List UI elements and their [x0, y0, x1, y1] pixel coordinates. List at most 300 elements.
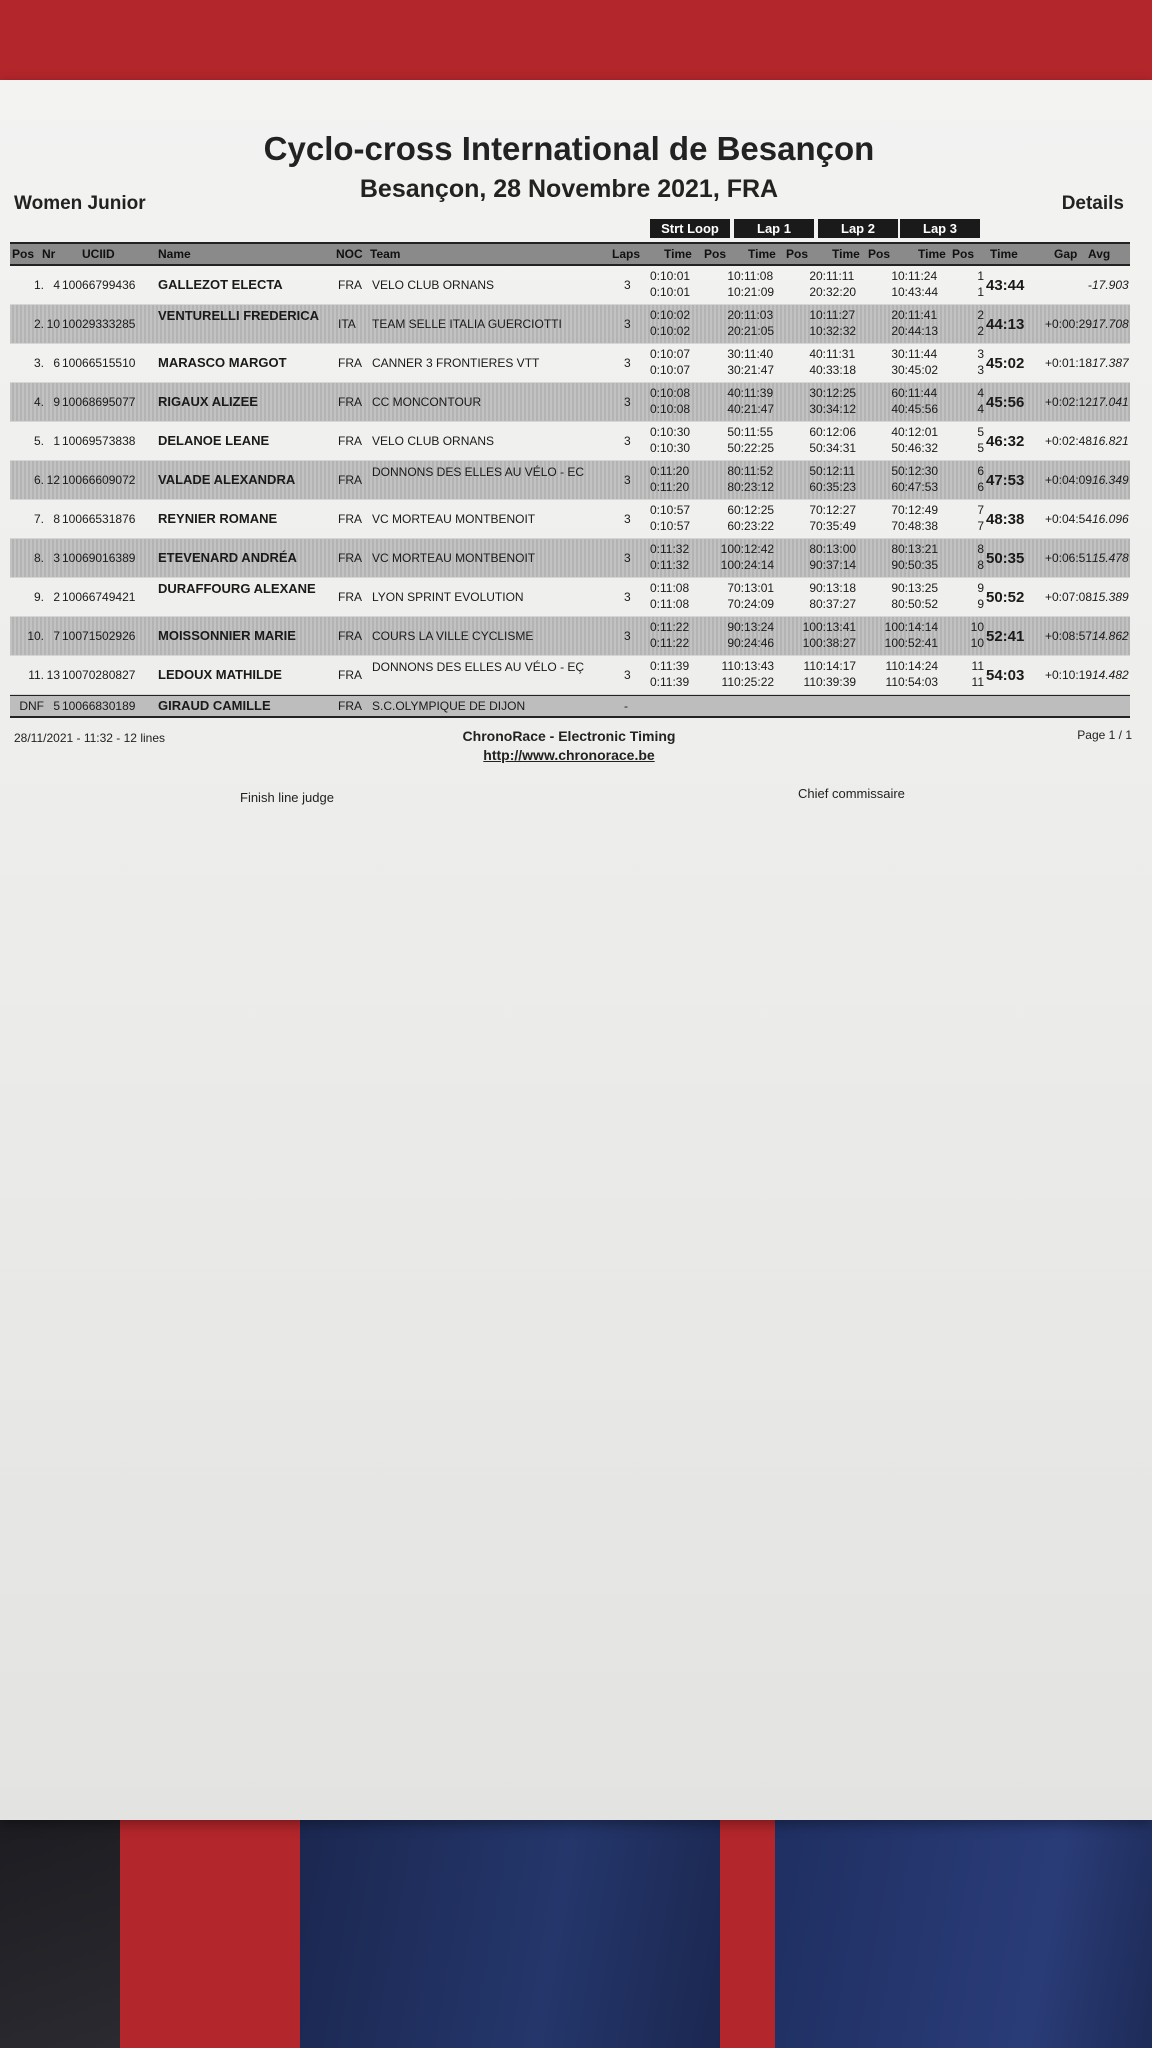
start-loop-time: 0:10:07	[650, 347, 691, 361]
lap3-cumulative: 0:50:35	[898, 558, 939, 572]
time-gap: +0:06:51	[1044, 551, 1092, 565]
start-loop-time: 0:11:20	[650, 464, 690, 478]
start-loop-cum-pos: 10	[720, 558, 734, 572]
average-speed: 14.482	[1092, 668, 1129, 682]
lap1-cum-pos: 8	[809, 597, 816, 611]
start-loop-pos: 1	[727, 269, 734, 283]
time-gap: +0:10:19	[1044, 668, 1092, 682]
col-l1-pos: Pos	[786, 247, 809, 261]
col-ucid: UCIID	[82, 247, 115, 261]
rank: 9.	[33, 590, 44, 604]
lap3-cumulative: 0:43:44	[898, 285, 939, 299]
team-name: CC MONCONTOUR	[372, 395, 482, 409]
page-title: Cyclo-cross International de Besançon	[263, 130, 875, 167]
rank: 4.	[33, 395, 44, 409]
result-row	[10, 305, 1130, 344]
lap1-cumulative: 0:22:25	[734, 441, 775, 455]
lap2-time: 0:14:17	[816, 659, 857, 673]
lap3-pos: 2	[977, 308, 984, 322]
col-total-time: Time	[990, 247, 1018, 261]
lap3-pos: 1	[977, 269, 984, 283]
lap2-time: 0:12:25	[816, 386, 857, 400]
average-speed: 16.349	[1092, 473, 1129, 487]
start-loop-cumulative: 0:10:02	[650, 324, 691, 338]
lap1-cumulative: 0:21:09	[734, 285, 775, 299]
finish-time: 54:03	[986, 667, 1025, 684]
uci-id: 10068695077	[62, 395, 136, 409]
lap-count: 3	[624, 434, 631, 448]
time-gap: +0:08:57	[1044, 629, 1092, 643]
lap2-pos: 2	[891, 308, 898, 322]
lap3-cumulative: 0:54:03	[898, 675, 939, 689]
lap1-pos: 8	[809, 542, 816, 556]
lap3-cum-pos: 2	[977, 324, 984, 338]
lap3-pos: 10	[970, 620, 984, 634]
lap1-cum-pos: 10	[802, 636, 816, 650]
team-name: DONNONS DES ELLES AU VÉLO - EC	[372, 465, 585, 479]
finish-time: 47:53	[986, 472, 1025, 489]
lap3-pos: 3	[977, 347, 984, 361]
rider-name: MOISSONNIER MARIE	[158, 628, 296, 643]
lap2-pos: 8	[891, 542, 898, 556]
column-header-row	[10, 242, 1130, 266]
lap1-pos: 7	[809, 503, 816, 517]
result-row	[10, 656, 1130, 695]
start-loop-cumulative: 0:10:08	[650, 402, 691, 416]
time-gap: +0:02:48	[1044, 434, 1092, 448]
lap2-cum-pos: 11	[885, 675, 898, 689]
lap2-cumulative: 0:32:20	[816, 285, 857, 299]
time-gap: +0:01:18	[1044, 356, 1092, 370]
start-loop-cumulative: 0:11:32	[650, 558, 690, 572]
lap2-cumulative: 0:34:31	[816, 441, 857, 455]
lap2-pos: 9	[891, 581, 898, 595]
uci-id: 10066830189	[62, 699, 136, 713]
lap1-time: 0:13:24	[734, 620, 775, 634]
lap2-time: 0:11:11	[816, 269, 855, 283]
lap2-time: 0:12:06	[816, 425, 857, 439]
lap3-cum-pos: 6	[977, 480, 984, 494]
nation: FRA	[338, 590, 362, 604]
start-loop-cum-pos: 4	[727, 402, 734, 416]
bib-number: 5	[53, 699, 60, 713]
start-loop-time: 0:11:32	[650, 542, 690, 556]
lap1-cum-pos: 11	[803, 675, 816, 689]
lap3-time: 0:11:41	[898, 308, 938, 322]
lap1-cumulative: 0:21:05	[734, 324, 775, 338]
lap1-pos: 11	[803, 659, 816, 673]
finish-time: 43:44	[986, 277, 1025, 294]
uci-id: 10029333285	[62, 317, 136, 331]
col-l2-pos: Pos	[868, 247, 891, 261]
lap3-pos: 11	[971, 659, 984, 673]
result-row	[10, 461, 1130, 500]
lap2-time: 0:12:27	[816, 503, 857, 517]
rank: 6.	[33, 473, 44, 487]
lap2-cumulative: 0:35:49	[816, 519, 857, 533]
lap2-time: 0:11:31	[816, 347, 856, 361]
start-loop-pos: 5	[727, 425, 734, 439]
results-sheet	[0, 80, 1152, 1820]
lap2-pos: 10	[884, 620, 898, 634]
lap1-cumulative: 0:24:09	[734, 597, 775, 611]
bib-number: 2	[53, 590, 60, 604]
start-loop-time: 0:11:39	[650, 659, 690, 673]
time-gap: +0:04:09	[1044, 473, 1092, 487]
lap1-cumulative: 0:21:47	[734, 402, 775, 416]
lap3-cum-pos: 1	[977, 285, 984, 299]
lap3-cumulative: 0:46:32	[898, 441, 939, 455]
details-label: Details	[1061, 193, 1124, 214]
lap1-cum-pos: 9	[809, 558, 816, 572]
start-loop-cumulative: 0:10:30	[650, 441, 691, 455]
lap3-cumulative: 0:45:56	[898, 402, 939, 416]
lap2-time: 0:13:18	[816, 581, 857, 595]
lap-count: 3	[624, 278, 631, 292]
uci-id: 10066609072	[62, 473, 136, 487]
start-loop-pos: 8	[727, 464, 734, 478]
lap1-cum-pos: 7	[809, 519, 816, 533]
lap1-pos: 9	[809, 581, 816, 595]
nation: FRA	[338, 551, 362, 565]
lap1-time: 0:13:01	[734, 581, 775, 595]
team-name: DONNONS DES ELLES AU VÉLO - EÇ	[372, 660, 585, 674]
uci-id: 10070280827	[62, 668, 136, 682]
bib-number: 12	[46, 473, 60, 487]
nation: FRA	[338, 395, 362, 409]
page-subtitle: Besançon, 28 Novembre 2021, FRA	[359, 175, 779, 203]
start-loop-time: 0:11:08	[650, 581, 690, 595]
col-pos: Pos	[12, 247, 35, 261]
col-gap: Gap	[1054, 247, 1078, 261]
lap2-cumulative: 0:39:39	[816, 675, 857, 689]
start-loop-pos: 11	[721, 659, 734, 673]
lap3-cumulative: 0:47:53	[898, 480, 939, 494]
result-row	[10, 344, 1130, 383]
lap2-cumulative: 0:37:14	[816, 558, 857, 572]
lap-count: 3	[624, 356, 631, 370]
lap1-pos: 5	[809, 464, 816, 478]
bib-number: 3	[53, 551, 60, 565]
lap3-cumulative: 0:45:02	[898, 363, 939, 377]
lap2-cum-pos: 6	[891, 480, 898, 494]
rank: 7.	[33, 512, 44, 526]
floor-shadow	[0, 1780, 120, 2048]
average-speed: 17.708	[1092, 317, 1129, 331]
rank: 1.	[33, 278, 44, 292]
lap1-time: 0:12:25	[734, 503, 775, 517]
lap2-cum-pos: 7	[891, 519, 898, 533]
rank: 2.	[33, 317, 44, 331]
start-loop-pos: 2	[727, 308, 734, 322]
lap-count: 3	[624, 590, 631, 604]
uci-id: 10066749421	[62, 590, 136, 604]
start-loop-time: 0:10:02	[650, 308, 691, 322]
lap3-cumulative: 0:52:41	[898, 636, 939, 650]
team-name: VC MORTEAU MONTBENOIT	[372, 551, 536, 565]
lap2-time: 0:13:00	[816, 542, 857, 556]
page-number: Page 1 / 1	[1077, 728, 1132, 742]
lap3-time: 0:13:21	[898, 542, 939, 556]
lap2-cumulative: 0:37:27	[816, 597, 857, 611]
lap1-pos: 3	[809, 386, 816, 400]
lap2-cum-pos: 3	[891, 363, 898, 377]
start-loop-cum-pos: 11	[721, 675, 734, 689]
result-row	[10, 578, 1130, 617]
result-row	[10, 266, 1130, 305]
nation: FRA	[338, 434, 362, 448]
race-category: Women Junior	[14, 193, 146, 214]
start-loop-time: 0:10:30	[650, 425, 691, 439]
lap-header-1: Lap 1	[734, 219, 814, 238]
lap3-time: 0:12:30	[898, 464, 939, 478]
lap2-cum-pos: 5	[891, 441, 898, 455]
lap1-time: 0:11:52	[734, 464, 774, 478]
bib-number: 4	[53, 278, 60, 292]
dnf-row	[10, 695, 1130, 718]
col-st-time: Time	[664, 247, 692, 261]
lap3-pos: 6	[977, 464, 984, 478]
lap2-cum-pos: 8	[891, 597, 898, 611]
result-row	[10, 383, 1130, 422]
result-row	[10, 539, 1130, 578]
rider-name: LEDOUX MATHILDE	[158, 667, 282, 682]
lap3-pos: 4	[977, 386, 984, 400]
start-loop-cumulative: 0:11:08	[650, 597, 690, 611]
start-loop-pos: 4	[727, 386, 734, 400]
start-loop-time: 0:10:08	[650, 386, 691, 400]
lap1-time: 0:11:40	[734, 347, 774, 361]
time-gap: -	[1088, 278, 1092, 292]
start-loop-cumulative: 0:10:01	[650, 285, 691, 299]
lap3-cumulative: 0:48:38	[898, 519, 939, 533]
team-name: VELO CLUB ORNANS	[372, 278, 495, 292]
col-name: Name	[158, 247, 191, 261]
lap3-cum-pos: 10	[970, 636, 984, 650]
lap2-cumulative: 0:38:27	[816, 636, 857, 650]
uci-id: 10071502926	[62, 629, 136, 643]
bib-number: 7	[53, 629, 60, 643]
col-team: Team	[370, 247, 401, 261]
team-name: VC MORTEAU MONTBENOIT	[372, 512, 536, 526]
uci-id: 10066531876	[62, 512, 136, 526]
finish-time: 46:32	[986, 433, 1025, 450]
average-speed: 17.903	[1092, 278, 1129, 292]
lap1-cumulative: 0:23:22	[734, 519, 775, 533]
finish-time: 45:02	[986, 355, 1025, 372]
lap2-pos: 5	[891, 464, 898, 478]
right-leg	[775, 1800, 1152, 2048]
lap3-cumulative: 0:44:13	[898, 324, 939, 338]
provider-link[interactable]: http://www.chronorace.be	[483, 747, 655, 763]
start-loop-time: 0:10:01	[650, 269, 691, 283]
lap1-cum-pos: 6	[809, 480, 816, 494]
bib-number: 1	[53, 434, 60, 448]
lap3-cum-pos: 5	[977, 441, 984, 455]
lap-count: 3	[624, 473, 631, 487]
team-name: TEAM SELLE ITALIA GUERCIOTTI	[372, 317, 562, 331]
team-name: VELO CLUB ORNANS	[372, 434, 495, 448]
average-speed: 16.096	[1092, 512, 1129, 526]
lap2-time: 0:13:41	[816, 620, 857, 634]
nation: FRA	[338, 699, 362, 713]
lap1-cum-pos: 3	[809, 402, 816, 416]
finish-time: 48:38	[986, 511, 1025, 528]
average-speed: 15.478	[1092, 551, 1129, 565]
rider-name: VENTURELLI FREDERICA	[158, 308, 320, 323]
average-speed: 16.821	[1092, 434, 1129, 448]
average-speed: 17.041	[1092, 395, 1129, 409]
start-loop-cumulative: 0:10:57	[650, 519, 691, 533]
lap1-time: 0:11:03	[734, 308, 774, 322]
start-loop-cum-pos: 3	[727, 363, 734, 377]
lap3-cum-pos: 7	[977, 519, 984, 533]
lap3-cum-pos: 3	[977, 363, 984, 377]
start-loop-pos: 3	[727, 347, 734, 361]
lap-header-2: Lap 2	[818, 219, 898, 238]
lap1-time: 0:11:08	[734, 269, 774, 283]
bib-number: 8	[53, 512, 60, 526]
results-table	[10, 266, 1130, 718]
lap-count: 3	[624, 629, 631, 643]
lap1-cumulative: 0:24:46	[734, 636, 775, 650]
lap2-cum-pos: 2	[891, 324, 898, 338]
result-row	[10, 500, 1130, 539]
lap3-pos: 5	[977, 425, 984, 439]
lap-count: 3	[624, 395, 631, 409]
lap3-time: 0:13:25	[898, 581, 939, 595]
lap2-cumulative: 0:35:23	[816, 480, 857, 494]
finish-time: 44:13	[986, 316, 1025, 333]
start-loop-time: 0:10:57	[650, 503, 691, 517]
lap1-cumulative: 0:25:22	[734, 675, 775, 689]
lap1-pos: 10	[802, 620, 816, 634]
nation: FRA	[338, 278, 362, 292]
nation: FRA	[338, 629, 362, 643]
nation: FRA	[338, 356, 362, 370]
col-avg: Avg	[1088, 247, 1111, 261]
rider-name: RIGAUX ALIZEE	[158, 394, 258, 409]
lap2-pos: 7	[891, 503, 898, 517]
lap3-cum-pos: 8	[977, 558, 984, 572]
lap3-time: 0:11:24	[898, 269, 938, 283]
lap3-cum-pos: 9	[977, 597, 984, 611]
rider-name: MARASCO MARGOT	[158, 355, 287, 370]
nation: FRA	[338, 512, 362, 526]
lap1-cum-pos: 2	[809, 285, 816, 299]
start-loop-cum-pos: 2	[727, 324, 734, 338]
start-loop-pos: 6	[727, 503, 734, 517]
finish-time: 50:35	[986, 550, 1025, 567]
time-gap: +0:00:29	[1044, 317, 1092, 331]
lap3-time: 0:12:01	[898, 425, 939, 439]
start-loop-pos: 7	[727, 581, 734, 595]
lap3-time: 0:14:24	[898, 659, 939, 673]
bib-number: 6	[53, 356, 60, 370]
uci-id: 10066515510	[62, 356, 136, 370]
lap1-time: 0:12:42	[734, 542, 775, 556]
lap-count: 3	[624, 551, 631, 565]
team-name: LYON SPRINT EVOLUTION	[372, 590, 524, 604]
lap2-pos: 4	[891, 425, 898, 439]
start-loop-cumulative: 0:10:07	[650, 363, 691, 377]
lap2-cum-pos: 1	[891, 285, 898, 299]
lap3-time: 0:14:14	[898, 620, 939, 634]
lap-count: 3	[624, 512, 631, 526]
uci-id: 10066799436	[62, 278, 136, 292]
lap2-cumulative: 0:33:18	[816, 363, 857, 377]
rider-name: VALADE ALEXANDRA	[158, 472, 296, 487]
lap1-pos: 1	[809, 308, 816, 322]
lap3-cum-pos: 4	[977, 402, 984, 416]
col-l2-time: Time	[832, 247, 860, 261]
lap1-cum-pos: 1	[809, 324, 816, 338]
left-leg	[300, 1800, 720, 2048]
bib-number: 13	[46, 668, 60, 682]
time-gap: +0:04:54	[1044, 512, 1092, 526]
rider-name: ETEVENARD ANDRÉA	[158, 550, 297, 565]
result-row	[10, 422, 1130, 461]
rank: 8.	[33, 551, 44, 565]
time-gap: +0:07:08	[1044, 590, 1092, 604]
uci-id: 10069573838	[62, 434, 136, 448]
team-name: CANNER 3 FRONTIERES VTT	[372, 356, 540, 370]
start-loop-cum-pos: 9	[727, 636, 734, 650]
lap2-time: 0:12:11	[816, 464, 856, 478]
lap3-time: 0:12:49	[898, 503, 939, 517]
signature-chief-commissaire: Chief commissaire	[798, 786, 905, 801]
col-noc: NOC	[336, 247, 363, 261]
time-gap: +0:02:12	[1044, 395, 1092, 409]
lap3-cum-pos: 11	[971, 675, 984, 689]
signature-finish-judge: Finish line judge	[240, 790, 334, 805]
lap-count: 3	[624, 668, 631, 682]
lap1-cumulative: 0:23:12	[734, 480, 775, 494]
rider-name: GIRAUD CAMILLE	[158, 698, 271, 713]
result-row	[10, 617, 1130, 656]
average-speed: 17.387	[1092, 356, 1129, 370]
col-st-pos: Pos	[704, 247, 727, 261]
rank: 11.	[28, 668, 44, 682]
finish-time: 52:41	[986, 628, 1025, 645]
lap1-cumulative: 0:21:47	[734, 363, 775, 377]
lap2-pos: 3	[891, 347, 898, 361]
lap1-time: 0:11:55	[734, 425, 774, 439]
lap3-pos: 8	[977, 542, 984, 556]
print-timestamp: 28/11/2021 - 11:32 - 12 lines	[14, 731, 165, 745]
lap3-time: 0:11:44	[898, 347, 938, 361]
lap1-time: 0:11:39	[734, 386, 774, 400]
lap1-cumulative: 0:24:14	[734, 558, 775, 572]
lap1-pos: 2	[809, 269, 816, 283]
lap2-cumulative: 0:32:32	[816, 324, 857, 338]
start-loop-pos: 9	[727, 620, 734, 634]
start-loop-cum-pos: 5	[727, 441, 734, 455]
lap2-pos: 11	[885, 659, 898, 673]
timing-provider: ChronoRace - Electronic Timing	[462, 728, 676, 744]
lap1-cum-pos: 5	[809, 441, 816, 455]
start-loop-cum-pos: 6	[727, 519, 734, 533]
finish-time: 45:56	[986, 394, 1025, 411]
uci-id: 10069016389	[62, 551, 136, 565]
rank: DNF	[19, 699, 44, 713]
lap3-pos: 7	[977, 503, 984, 517]
team-name: COURS LA VILLE CYCLISME	[372, 629, 534, 643]
lap2-cumulative: 0:34:12	[816, 402, 857, 416]
lap2-pos: 6	[891, 386, 898, 400]
average-speed: 15.389	[1092, 590, 1129, 604]
finish-time: 50:52	[986, 589, 1025, 606]
